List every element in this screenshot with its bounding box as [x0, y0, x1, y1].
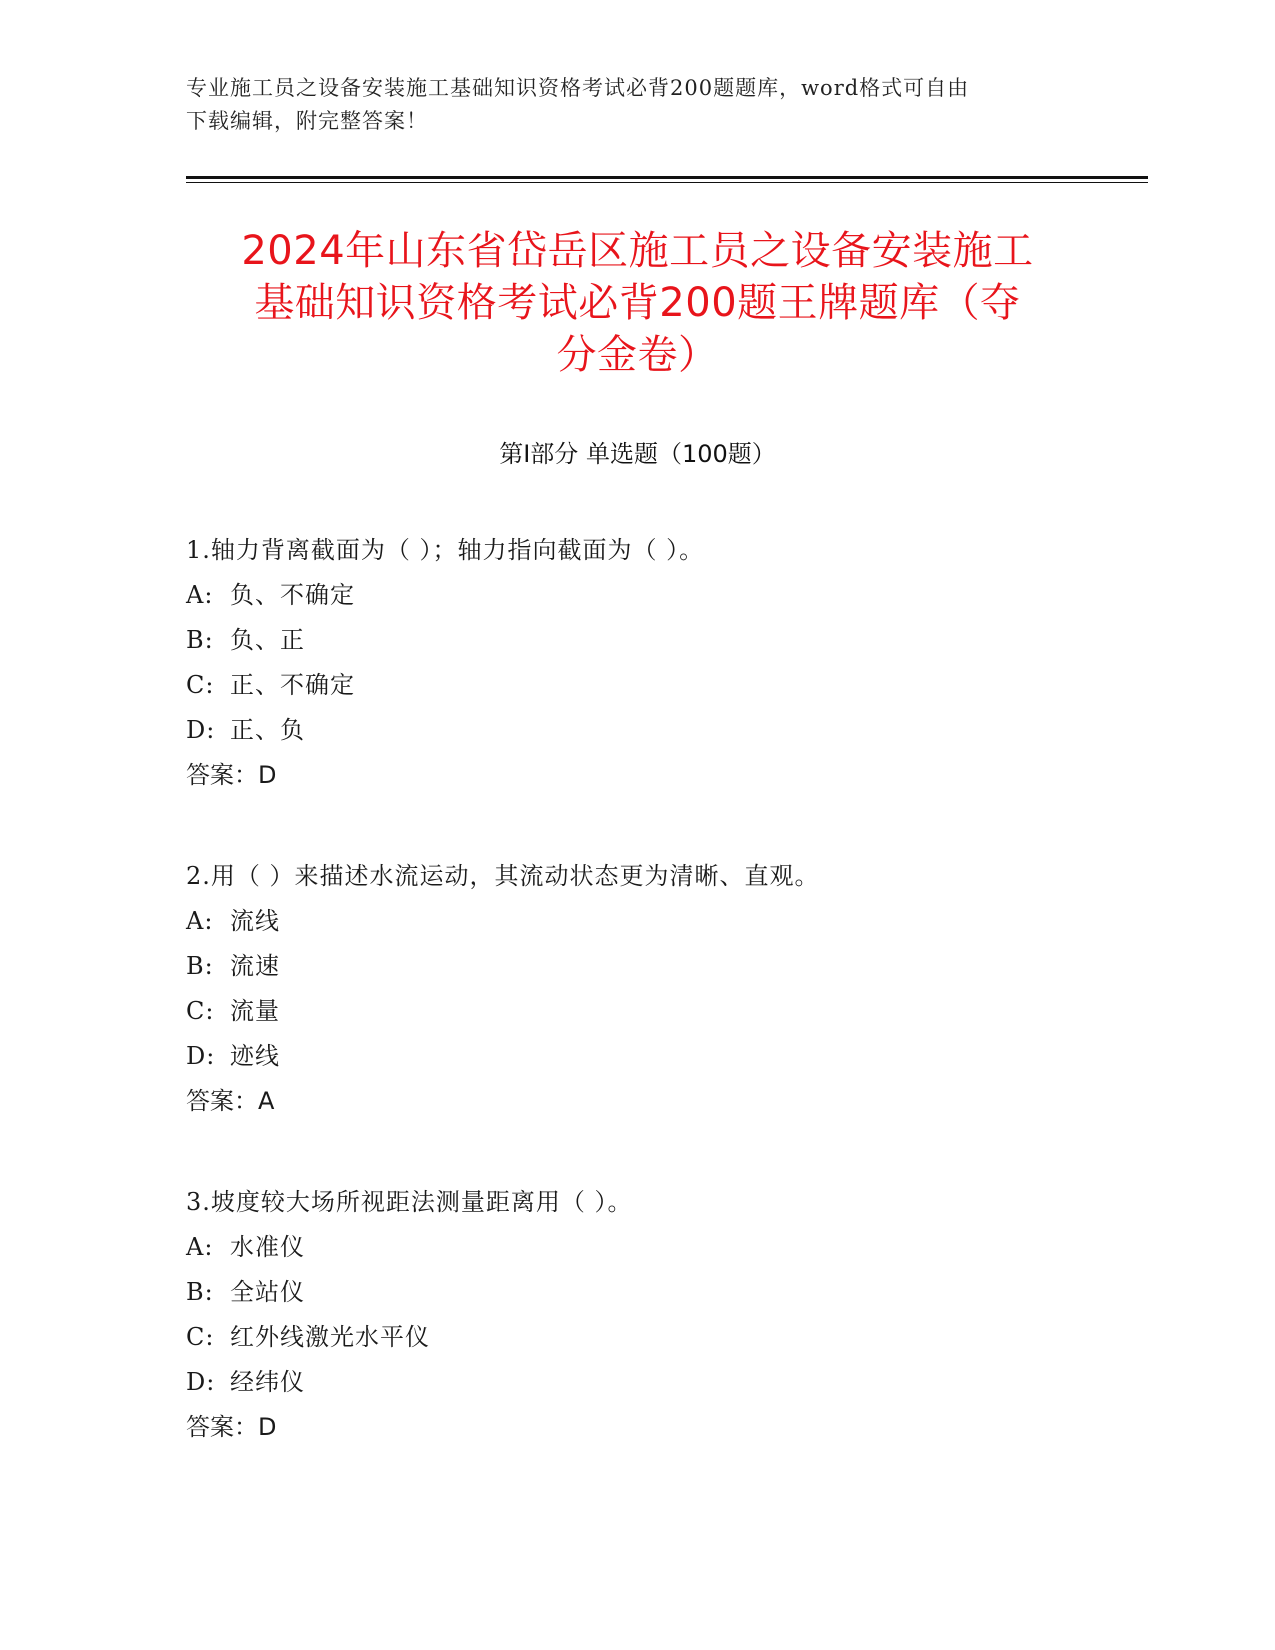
question-stem: 3.坡度较大场所视距法测量距离用（ ）。 — [186, 1188, 633, 1216]
option-letter: A: — [186, 907, 214, 935]
option-letter: B: — [186, 1278, 214, 1306]
option-text: 流线 — [230, 907, 280, 935]
option-text: 红外线激光水平仪 — [230, 1323, 430, 1351]
option-letter: D: — [186, 1368, 216, 1396]
option-letter: B: — [186, 952, 214, 980]
option-text: 流量 — [230, 997, 280, 1025]
option-a — [186, 899, 1086, 944]
option-c — [186, 663, 1086, 708]
header-divider-thick — [186, 176, 1148, 179]
answer-line: 答案：D — [186, 1413, 277, 1441]
option-text: 经纬仪 — [230, 1368, 305, 1396]
option-text: 流速 — [230, 952, 280, 980]
document-title-line-2: 基础知识资格考试必背200题王牌题库（夺 — [254, 280, 1021, 326]
option-d — [186, 1034, 1086, 1079]
option-b — [186, 1270, 1086, 1315]
option-text: 负、正 — [230, 626, 305, 654]
option-letter: A: — [186, 1233, 214, 1261]
option-c — [186, 1315, 1086, 1360]
option-letter: C: — [186, 1323, 215, 1351]
option-d — [186, 1360, 1086, 1405]
option-letter: B: — [186, 626, 214, 654]
option-text: 水准仪 — [230, 1233, 305, 1261]
option-c — [186, 989, 1086, 1034]
option-text: 正、负 — [230, 716, 305, 744]
option-letter: A: — [186, 581, 214, 609]
option-text: 正、不确定 — [230, 671, 355, 699]
header-note-line-2: 下载编辑，附完整答案！ — [186, 109, 428, 133]
option-d — [186, 708, 1086, 753]
option-b — [186, 618, 1086, 663]
header-note-line-1: 专业施工员之设备安装施工基础知识资格考试必背200题题库，word格式可自由 — [186, 76, 970, 100]
option-letter: C: — [186, 671, 215, 699]
question-3 — [186, 1180, 1086, 1450]
question-stem: 1.轴力背离截面为（ ）；轴力指向截面为（ ）。 — [186, 536, 705, 564]
option-a — [186, 1225, 1086, 1270]
option-letter: D: — [186, 716, 216, 744]
document-title — [160, 225, 1115, 381]
header-note — [186, 72, 1066, 138]
option-text: 迹线 — [230, 1042, 280, 1070]
question-stem: 2.用（ ）来描述水流运动，其流动状态更为清晰、直观。 — [186, 862, 820, 890]
section-heading: 第Ⅰ部分 单选题（100题） — [499, 440, 776, 468]
option-text: 全站仪 — [230, 1278, 305, 1306]
header-divider-thin — [186, 182, 1148, 183]
option-b — [186, 944, 1086, 989]
document-title-line-3: 分金卷） — [556, 332, 719, 378]
question-list — [186, 528, 1086, 1506]
question-2 — [186, 854, 1086, 1124]
question-1 — [186, 528, 1086, 798]
option-letter: D: — [186, 1042, 216, 1070]
option-a — [186, 573, 1086, 618]
document-title-line-1: 2024年山东省岱岳区施工员之设备安装施工 — [241, 228, 1034, 274]
option-letter: C: — [186, 997, 215, 1025]
answer-line: 答案：A — [186, 1087, 275, 1115]
option-text: 负、不确定 — [230, 581, 355, 609]
answer-line: 答案：D — [186, 761, 277, 789]
